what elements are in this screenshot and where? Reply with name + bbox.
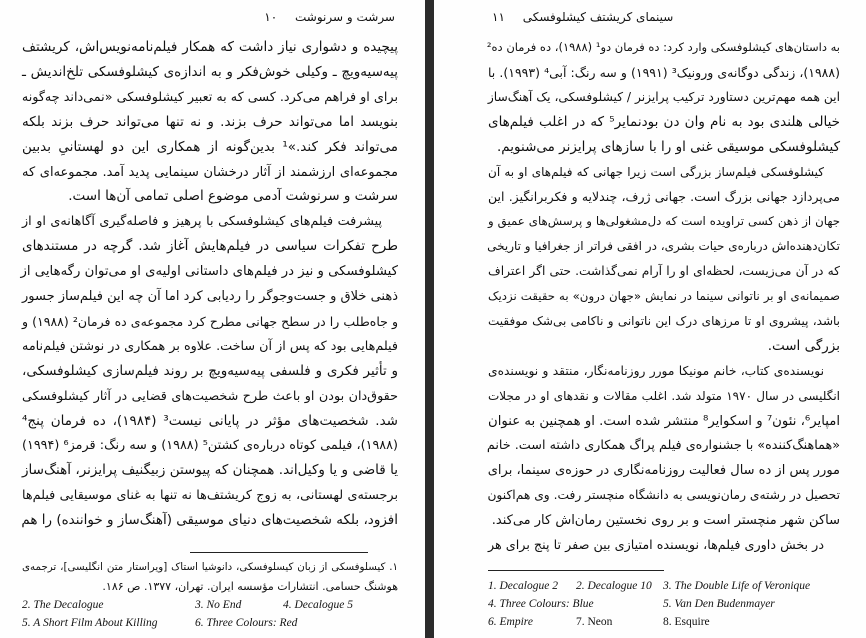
- page-number: ۱۱: [492, 10, 505, 24]
- text-line: کیشلوفسکی موسیقی غنی او را با سازهای پرایزنر می‌شنویم.: [497, 138, 840, 155]
- footnote-2: 2. The Decalogue: [22, 599, 104, 611]
- footnote-2: 2. Decalogue 10: [576, 580, 652, 592]
- text-line: پیشرفت فیلم‌های کیشلوفسکی با پرهیز و فاصله‌گیری آگاهانه‌ی او از: [22, 214, 382, 230]
- text-line: شد. شخصیت‌های مؤثر در پایانی نیست³ (۱۹۸۴)، ده فرمان پنج⁴: [22, 412, 398, 429]
- page-number: ۱۰: [264, 10, 278, 24]
- text-line: افزود، بلکه شخصیت‌های دنیای موسیقی (آهنگ‌ساز و خواننده) را هم: [21, 512, 398, 529]
- footnote-6: 6. Three Colours: Red: [195, 617, 298, 629]
- text-line: جهان از ذهن کسی تراویده است که دل‌مشغولی‌ها و پرسش‌های عمیق و: [488, 214, 840, 229]
- footnote-7: 7. Neon: [576, 616, 613, 628]
- footnote-4: 4. Decalogue 5: [283, 599, 353, 611]
- text-line: تحصیل در رشته‌ی رمان‌نویسی به دانشگاه منچستر رفت. وی هم‌اکنون: [487, 488, 840, 503]
- footnote-6: 6. Empire: [488, 616, 533, 628]
- footnote-5: 5. Van Den Budenmayer: [663, 598, 775, 610]
- text-line: «هماهنگ‌کننده» با جشنواره‌ی فیلم پراگ همکاری داشته است. خانم: [486, 438, 840, 454]
- text-line: پیه‌سیه‌ویچ ـ وکیلی خوش‌فکر و به اندازه‌ی کیشلوفسکی تلخ‌اندیش ـ: [22, 63, 398, 80]
- footnote-4: 4. Three Colours: Blue: [488, 598, 594, 610]
- text-line: مورر پس از ده سال فعالیت روزنامه‌نگاری در حوزه‌ی سینما، برای: [487, 463, 840, 479]
- text-line: امپایر⁶، نئون⁷ و اسکوایر⁸ منتشر شده است. او همچنین به عنوان: [488, 413, 841, 429]
- text-line: خیالی هلندی بود به نام وان دن بودنمایر⁵ که در اغلب فیلم‌های: [488, 113, 840, 130]
- right-page-body: [488, 35, 840, 565]
- text-line: انگلیسی در سال ۱۹۷۰ متولد شد. اغلب مقالات و نقدهای او در مجلات: [488, 388, 840, 403]
- footnote-8: 8. Esquire: [663, 616, 710, 628]
- text-line: ذهنی خلاق و جست‌وجوگر را ردیابی کرد اما آن چه این فیلم‌ساز جسور: [22, 289, 398, 304]
- text-line: یا قاضی و یا وکیل‌اند. همچنان که پیوستن زبیگنیف پرایزنر، آهنگ‌ساز: [22, 462, 398, 479]
- text-line: باشد، پیشروی او تا مرزهای درک این ناتوانی و ناکامی بی‌شک موفقیت: [488, 313, 840, 328]
- footnote-1-cont: هوشنگ حسامی. انتشارات مؤسسه ایران. تهران، ۱۳۷۷. ص ۱۸۶.: [102, 580, 398, 593]
- right-page-header: [492, 10, 673, 24]
- text-line: به داستان‌های کیشلوفسکی وارد کرد: ده فرمان دو¹ (۱۹۸۸)، ده فرمان ده²: [486, 40, 840, 54]
- text-line: بزرگی است.: [767, 337, 840, 354]
- left-page-header: [264, 10, 395, 24]
- footnote-divider: [190, 552, 368, 553]
- footnote-5: 5. A Short Film About Killing: [22, 617, 158, 629]
- text-line: (۱۹۸۸)، فیلمی کوتاه درباره‌ی کشتن⁵ (۱۹۸۸) و سه رنگ: قرمز⁶ (۱۹۹۴): [22, 438, 398, 454]
- footnote-3: 3. The Double Life of Veronique: [663, 580, 811, 592]
- text-line: برای او فراهم می‌کرد. کسی که به تعبیر کیشلوفسکی «نمی‌داند چه‌گونه: [21, 89, 398, 105]
- text-line: (۱۹۸۸)، زندگی دوگانه‌ی ورونیک³ (۱۹۹۱) و سه رنگ: آبی⁴ (۱۹۹۳). با: [488, 64, 840, 80]
- text-line: کیشلوفسکی و نیز در فیلم‌های داستانی اولیه‌ی او می‌توان رگه‌هایی از: [20, 264, 398, 280]
- footnote-3: 3. No End: [195, 599, 242, 611]
- running-title: سرشت و سرنوشت: [295, 10, 395, 24]
- text-line: نویسنده‌ی کتاب، خانم مونیکا مورر روزنامه‌نگار، منتقد و نویسنده‌ی: [488, 363, 824, 378]
- text-line: در بخش داوری فیلم‌ها، نویسنده امتیازی بین صفر تا پنج برای هر: [487, 538, 824, 553]
- text-line: پیچیده و دشواری نیاز داشت که همکار فیلم‌نامه‌نویس‌اش، کریشتف: [22, 39, 398, 55]
- footnote-1: 1. Decalogue 2: [488, 580, 558, 592]
- text-line: که در آن می‌زیست، لحظه‌ای او را آرام نمی‌گذاشت. حتی اگر اعتراف: [488, 264, 840, 279]
- footnote-divider: [488, 570, 664, 571]
- text-line: ساکن شهر منچستر است و بر روی نخستین رمان‌اش کار می‌کند.: [491, 513, 840, 529]
- text-line: فیلم‌هایی بود که پس از آن ساخت. علاوه بر همکاری در نوشتن فیلم‌نامه: [22, 338, 398, 354]
- text-line: برجسته‌ی لهستانی، به زوج کریشتف‌ها نه تنها به غنای موسیقایی فیلم‌ها: [22, 488, 398, 504]
- running-title: سینمای کریشتف کیشلوفسکی: [522, 10, 674, 24]
- text-line: می‌تواند فکر کند.»¹ بدین‌گونه از همکاری این دو لهستانیِ بدبین: [22, 138, 398, 155]
- text-line: بنویسد اما می‌تواند حرف بزند. و نه تنها می‌تواند حرف بزند بلکه: [22, 113, 398, 130]
- left-page-body: [22, 35, 398, 555]
- footnote-1: ۱. کیسلوفسکی از زبان کیسلوفسکی، دانوشیا استاک [ویراستار متن انگلیسی]، ترجمه‌ی: [22, 561, 398, 573]
- text-line: کیشلوفسکی فیلم‌ساز بزرگی است زیرا جهانی که فیلم‌های او به آن: [488, 164, 824, 179]
- left-page: [0, 0, 425, 638]
- text-line: طرح تفکرات سیاسی در فیلم‌هایش آغاز شد. گرچه در مستندهای: [22, 238, 398, 255]
- text-line: و تأثیر فکری و فلسفی پیه‌سیه‌ویچ بر روند فیلم‌سازی کیشلوفسکی،: [22, 362, 398, 379]
- text-line: صمیمانه‌ی او بر ناتوانی سینما در نمایش «جهان درون» به حقیقت نزدیک: [488, 289, 840, 303]
- text-line: سرشت و سرنوشت آدمی موضوع اصلی تمامی آن‌ها است.: [68, 188, 398, 205]
- text-line: می‌پردازد جهانی بزرگ است. جهانی ژرف، چندلایه و فکربرانگیز. این: [488, 189, 840, 205]
- text-line: حقوق‌دان بودن او باعث طرح شخصیت‌های قضایی در آثار کیشلوفسکی: [22, 388, 398, 404]
- text-line: تکان‌دهنده‌اش درباره‌ی حیات بشری، در افقی فراتر از جغرافیا و تاریخی: [487, 239, 840, 254]
- text-line: و جاه‌طلب را در سطح جهانی مطرح کرد مجموعه‌ی ده فرمان² (۱۹۸۸) و: [22, 313, 398, 329]
- book-gutter: [425, 0, 434, 638]
- text-line: این همه مهم‌ترین دستاورد ترکیب پرایزنر / کیشلوفسکی، یک آهنگ‌ساز: [487, 89, 840, 104]
- right-page: [434, 0, 866, 638]
- text-line: مجموعه‌ای ارزشمند از آثار درخشان سینمایی پدید آمد. مجموعه‌ای که: [22, 164, 398, 180]
